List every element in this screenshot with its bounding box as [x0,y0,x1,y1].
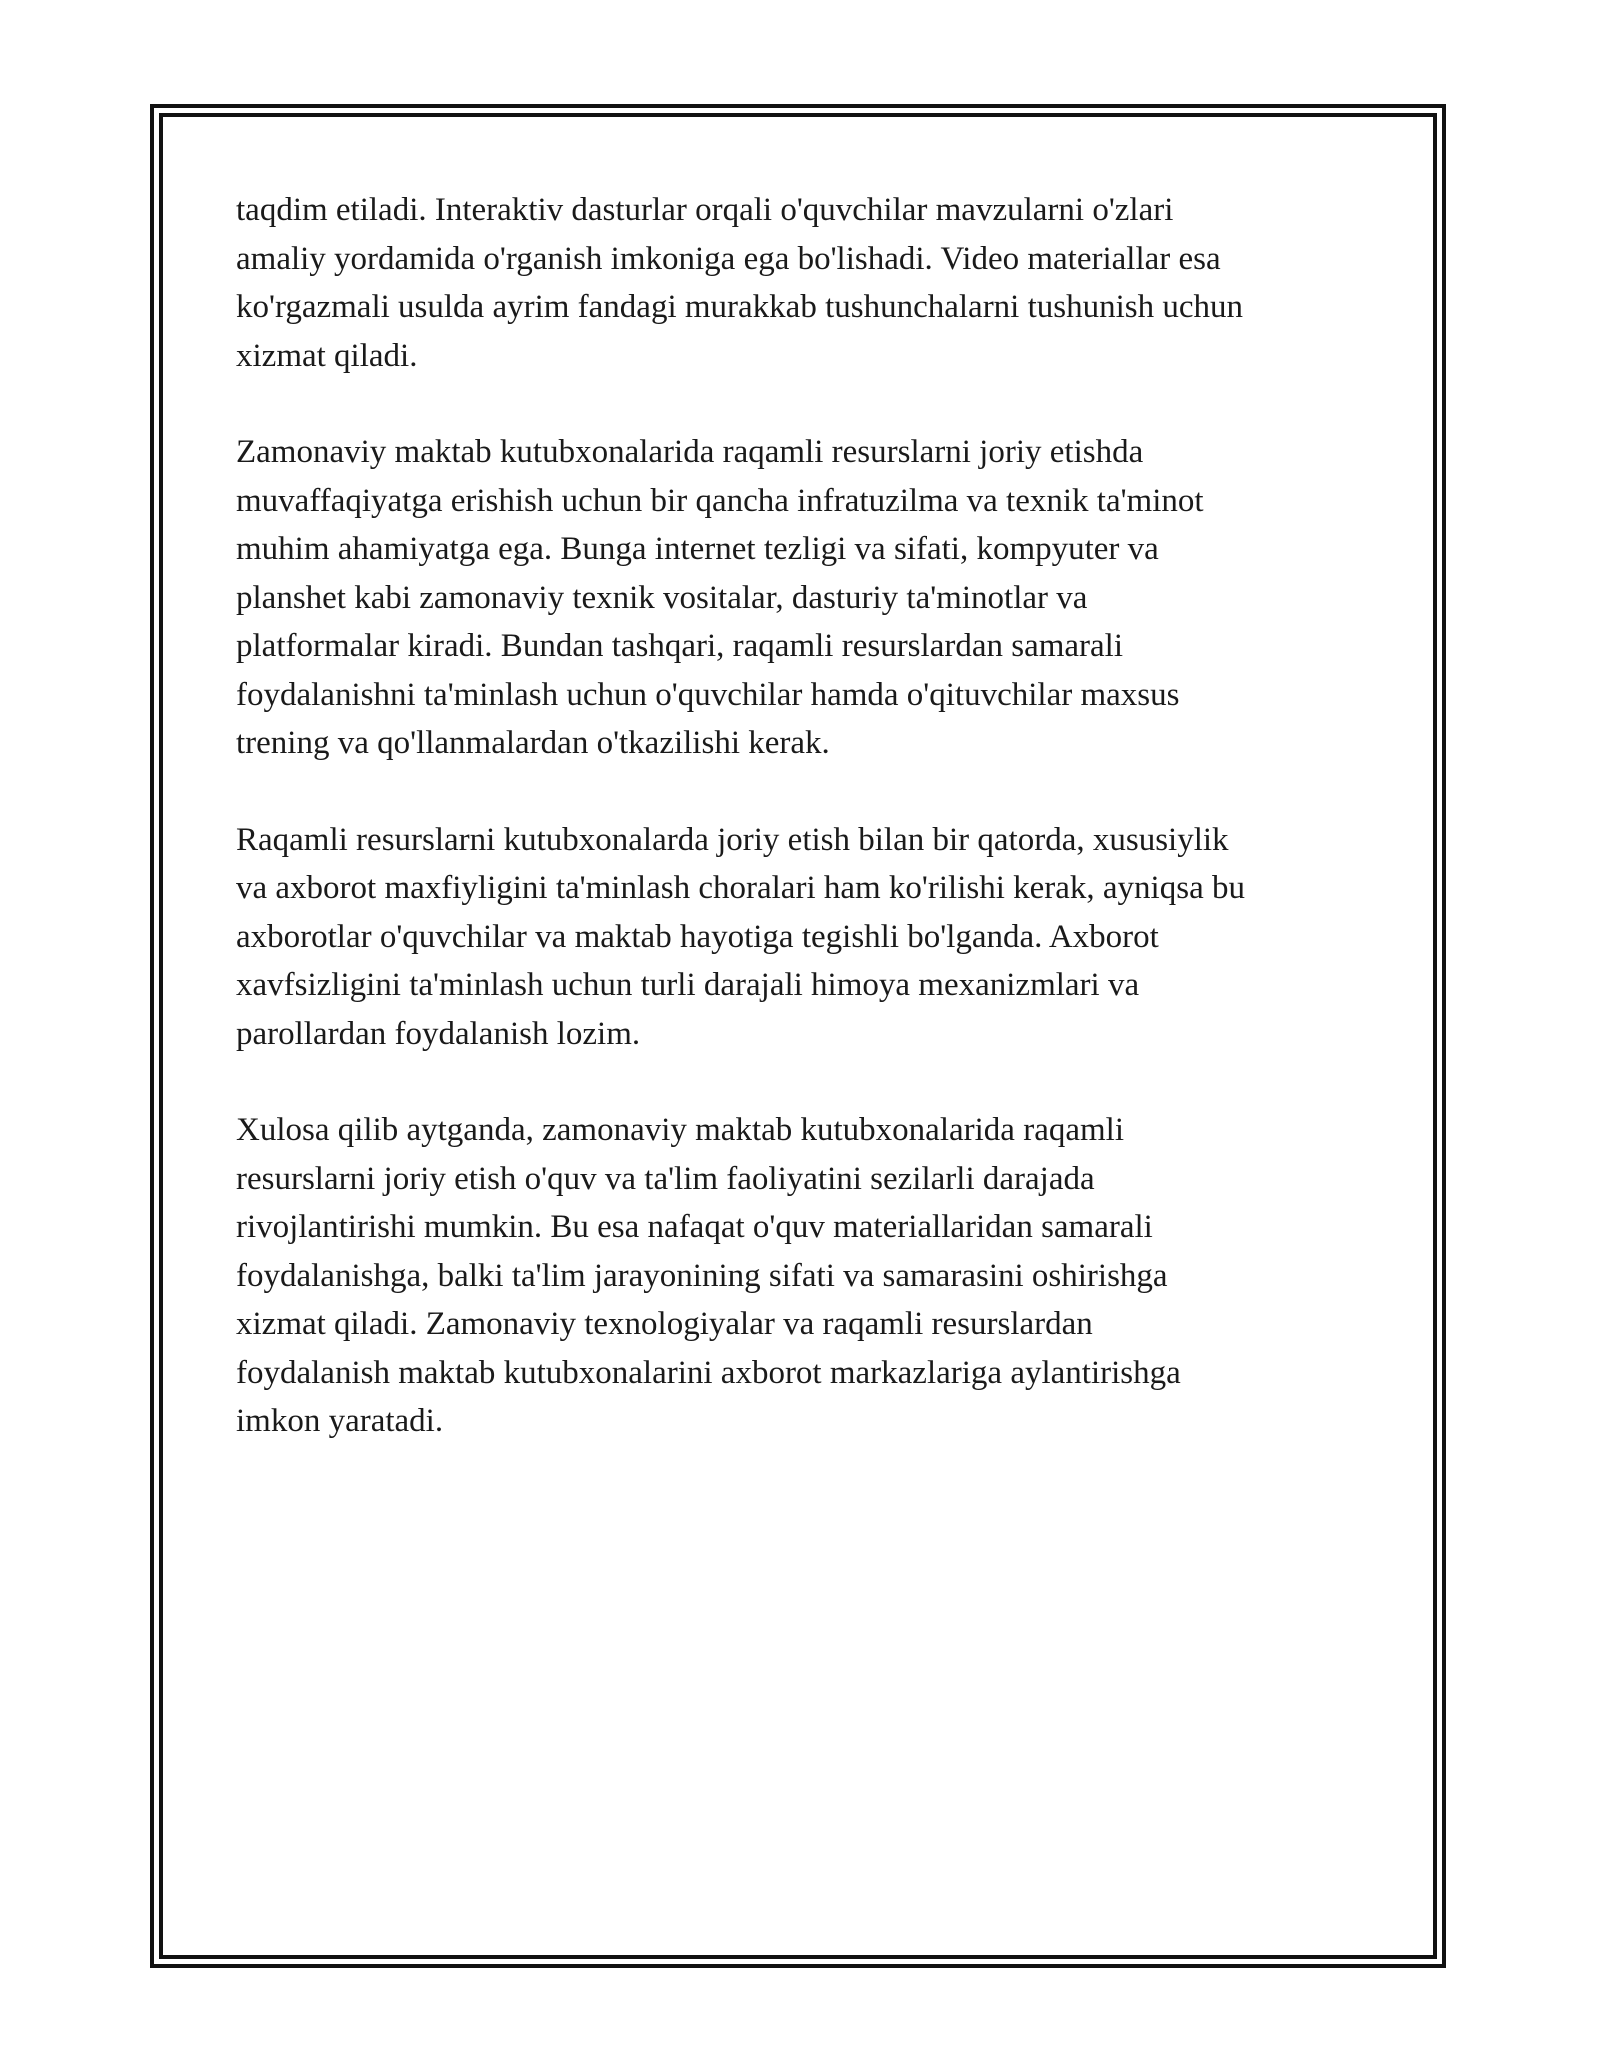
text-line: rivojlantirishi mumkin. Bu esa nafaqat o'quv materiallaridan samarali [236,1209,1153,1245]
text-line: muvaffaqiyatga erishish uchun bir qancha infratuzilma va texnik ta'minot [236,482,1204,519]
document-body [236,186,1366,1494]
text-line: va axborot maxfiyligini ta'minlash choralari ham ko'rilishi kerak, ayniqsa bu [236,870,1245,906]
paragraph-3 [236,816,1366,1059]
text-line: axborotlar o'quvchilar va maktab hayotiga tegishli bo'lganda. Axborot [236,918,1159,955]
text-line: imkon yaratadi. [236,1403,444,1439]
text-line: xizmat qiladi. [236,337,418,374]
text-line: amaliy yordamida o'rganish imkoniga ega bo'lishadi. Video materiallar esa [236,240,1221,277]
text-line: muhim ahamiyatga ega. Bunga internet tezligi va sifati, kompyuter va [236,531,1159,567]
paragraph-1 [236,186,1366,380]
text-line: foydalanishga, balki ta'lim jarayonining sifati va samarasini oshirishga [236,1257,1168,1294]
text-line: platformalar kiradi. Bundan tashqari, raqamli resurslardan samarali [236,628,1124,664]
text-line: Zamonaviy maktab kutubxonalarida raqamli resurslarni joriy etishda [236,434,1144,470]
text-line: xavfsizligini ta'minlash uchun turli darajali himoya mexanizmlari va [236,967,1140,1003]
text-line: ko'rgazmali usulda ayrim fandagi murakkab tushunchalarni tushunish uchun [236,289,1244,325]
text-line: Raqamli resurslarni kutubxonalarda joriy etish bilan bir qatorda, xususiylik [236,821,1229,858]
text-line: Xulosa qilib aytganda, zamonaviy maktab kutubxonalarida raqamli [236,1112,1124,1148]
text-line: foydalanishni ta'minlash uchun o'quvchilar hamda o'qituvchilar maxsus [236,676,1180,713]
text-line: resurslarni joriy etish o'quv va ta'lim faoliyatini sezilarli darajada [236,1160,1095,1197]
text-line: xizmat qiladi. Zamonaviy texnologiyalar va raqamli resurslardan [236,1306,1093,1342]
paragraph-2 [236,428,1366,768]
text-line: parollardan foydalanish lozim. [236,1015,641,1052]
text-line: planshet kabi zamonaviy texnik vositalar, dasturiy ta'minotlar va [236,579,1088,616]
text-line: trening va qo'llanmalardan o'tkazilishi kerak. [236,725,830,761]
text-line: taqdim etiladi. Interaktiv dasturlar orqali o'quvchilar mavzularni o'zlari [236,192,1174,228]
text-line: foydalanish maktab kutubxonalarini axborot markazlariga aylantirishga [236,1354,1181,1391]
paragraph-4 [236,1106,1366,1446]
